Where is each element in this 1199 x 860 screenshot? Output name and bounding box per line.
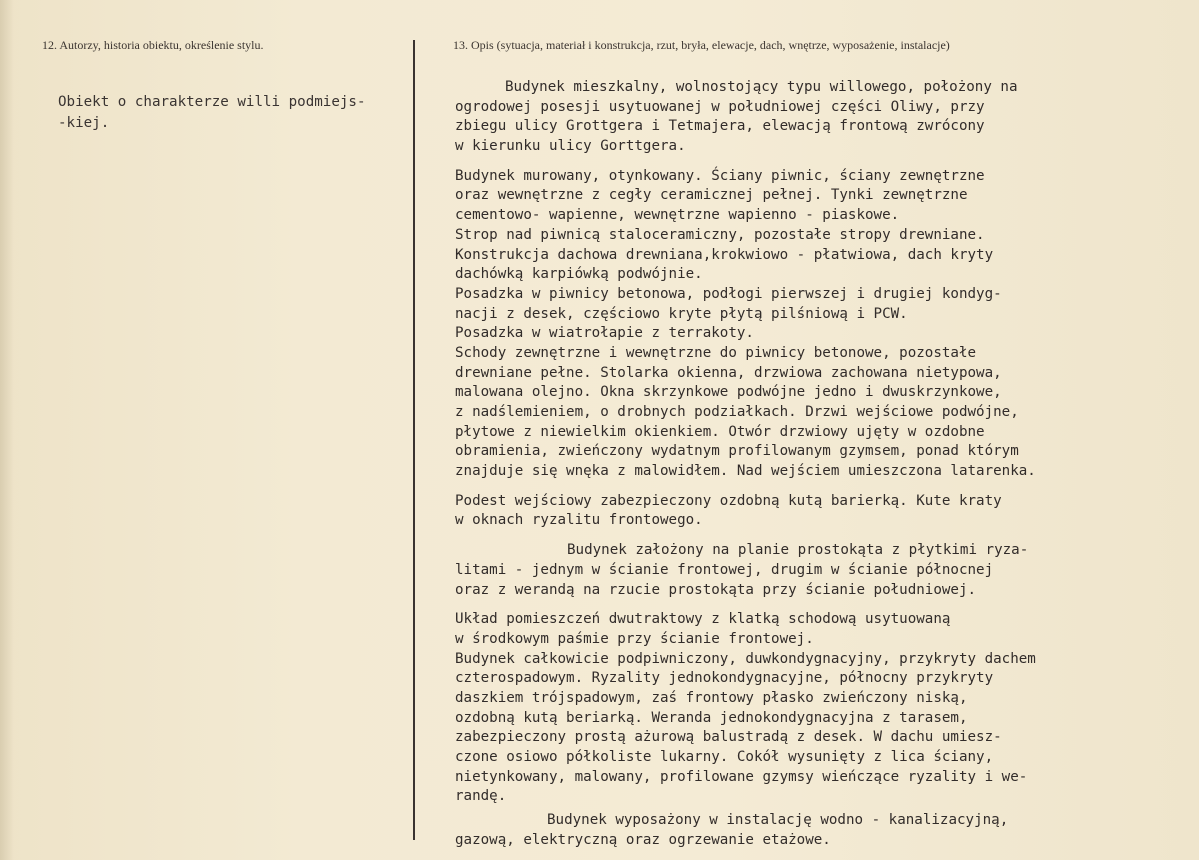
text-line: ogrodowej posesji usytuowanej w południowej części Oliwy, przy (455, 98, 985, 115)
text-line: oraz wewnętrzne z cegły ceramicznej pełnej. Tynki zewnętrzne (455, 187, 968, 204)
text-line: znajduje się wnęka z malowidłem. Nad wejściem umieszczona latarenka. (455, 463, 1036, 480)
text-line: z nadślemieniem, o drobnych podziałkach. Drzwi wejściowe podwójne, (455, 404, 1019, 420)
section-13-header: 13. Opis (sytuacja, materiał i konstrukcja, rzut, bryła, elewacje, dach, wnętrze, wyposażenie, instalacje) (453, 38, 950, 52)
text-line: nietynkowany, malowany, profilowane gzymsy wieńczące ryzality i we- (455, 768, 1028, 785)
text-line: Budynek założony na planie prostokąta z płytkimi ryza- (567, 542, 1029, 559)
text-line: Posadzka w piwnicy betonowa, podłogi pierwszej i drugiej kondyg- (455, 285, 1002, 302)
text-line: drewniane pełne. Stolarka okienna, drzwiowa zachowana nietypowa, (455, 364, 1002, 381)
section-13-content (455, 78, 1195, 850)
text-line: Schody zewnętrzne i wewnętrzne do piwnicy betonowe, pozostałe (455, 344, 977, 361)
text-line: cementowo- wapienne, wewnętrzne wapienno - piaskowe. (455, 207, 900, 224)
text-line: Budynek wyposażony w instalację wodno - kanalizacyjną, (547, 812, 1009, 829)
left-text-line: -kiej. (58, 115, 110, 131)
text-line: czone osiowo półkoliste lukarny. Cokół wysunięty z lica ściany, (455, 749, 994, 765)
text-line: ozdobną kutą beriarką. Weranda jednokondygnacyjna z tarasem, (455, 709, 968, 726)
text-line: Podest wejściowy zabezpieczony ozdobną kutą barierką. Kute kraty (455, 492, 1002, 509)
text-line: Konstrukcja dachowa drewniana,krokwiowo - płatwiowa, dach kryty (455, 246, 994, 263)
text-line: w oknach ryzalitu frontowego. (455, 512, 703, 529)
text-line: płytowe z niewielkim okienkiem. Otwór drzwiowy ujęty w ozdobne (455, 423, 985, 440)
text-line: malowana olejno. Okna skrzynkowe podwójne jedno i dwuskrzynkowe, (455, 384, 1002, 401)
text-line: nacji z desek, częściowo kryte płytą pilśniową i PCW. (455, 305, 908, 322)
text-line: zbiegu ulicy Grottgera i Tetmajera, elewacją frontową zwrócony (455, 118, 985, 135)
text-line: Posadzka w wiatrołapie z terrakoty. (455, 325, 754, 342)
text-line: randę. (455, 788, 507, 805)
section-12-header: 12. Autorzy, historia obiektu, określenie stylu. (42, 38, 264, 52)
page-edge (0, 0, 14, 860)
text-line: Budynek mieszkalny, wolnostojący typu willowego, położony na (505, 79, 1018, 95)
text-line: w środkowym paśmie przy ścianie frontowej. (455, 630, 814, 647)
text-line: gazową, elektryczną oraz ogrzewanie etażowe. (455, 831, 831, 848)
text-line: zabezpieczony prostą ażurową balustradą z desek. W dachu umiesz- (455, 729, 1002, 746)
text-line: Strop nad piwnicą staloceramiczny, pozostałe stropy drewniane. (455, 226, 985, 243)
text-line: daszkiem trójspadowym, zaś frontowy płasko zwieńczony niską, (455, 689, 968, 706)
text-line: obramienia, zwieńczony wydatnym profilowanym gzymsem, ponad którym (455, 443, 1019, 460)
text-line: czterospadowym. Ryzality jednokondygnacyjne, północny przykryty (455, 670, 994, 687)
text-line: dachówką karpiówką podwójnie. (455, 266, 703, 283)
section-12-content (58, 92, 413, 134)
text-line: oraz z werandą na rzucie prostokąta przy ścianie południowej. (455, 581, 977, 598)
text-line: Budynek całkowicie podpiwniczony, duwkondygnacyjny, przykryty dachem (455, 650, 1036, 667)
text-line: w kierunku ulicy Gorttgera. (455, 138, 686, 155)
text-line: Układ pomieszczeń dwutraktowy z klatką schodową usytuowaną (455, 611, 951, 628)
column-divider (413, 40, 415, 840)
text-line: Budynek murowany, otynkowany. Ściany piwnic, ściany zewnętrzne (455, 167, 985, 184)
left-text-line: Obiekt o charakterze willi podmiejs- (58, 94, 366, 110)
text-line: litami - jednym w ścianie frontowej, drugim w ścianie północnej (455, 561, 994, 578)
